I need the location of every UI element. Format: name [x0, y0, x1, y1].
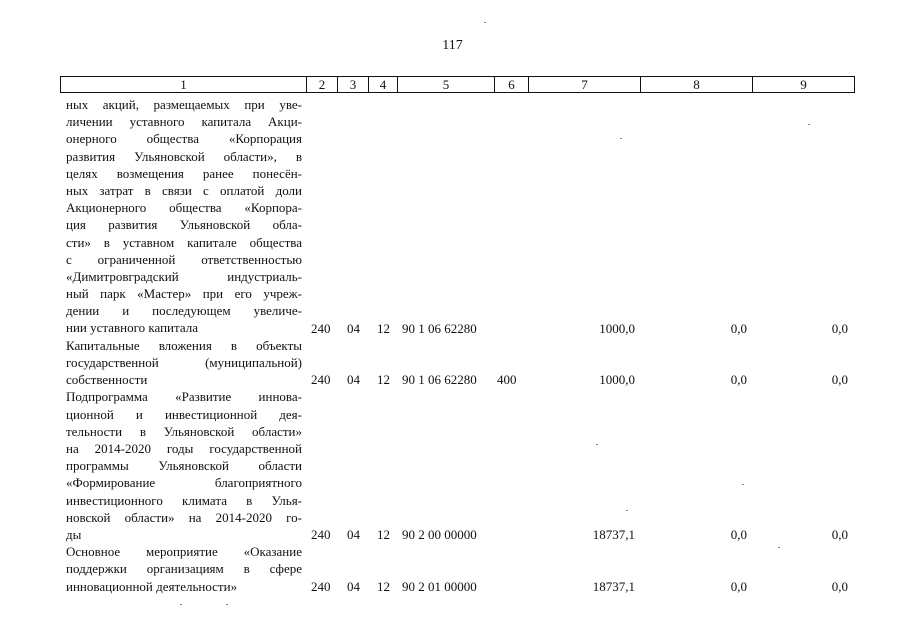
description-line: инновационной деятельности»: [66, 578, 238, 594]
cell-ministry: 240: [311, 578, 331, 594]
scan-speck: [180, 604, 182, 605]
cell-target-article: 90 1 06 62280: [402, 320, 477, 336]
cell-subsection: 12: [377, 527, 390, 542]
cell-amount-2018: 1000,0: [599, 320, 635, 336]
cell-amount-2020: 0,0: [831, 578, 848, 594]
description-line: дении и последующем увеличе-: [66, 303, 302, 319]
description-line: онерного общества «Корпорация: [66, 131, 302, 147]
cell-section: 04: [347, 578, 360, 594]
scan-speck: [226, 604, 228, 605]
description-line: ный парк «Мастер» при его учреж-: [66, 286, 302, 302]
description-line: ция развития Ульяновской обла-: [66, 217, 302, 233]
cell-amount-2019: 0,0: [730, 527, 747, 542]
cell-amount-2020: 0,0: [831, 320, 848, 336]
description-line: Акционерного общества «Корпора-: [66, 200, 302, 216]
description-line: ды: [66, 526, 82, 542]
scan-speck: [778, 547, 780, 548]
description-line: ционной и инвестиционной дея-: [66, 406, 302, 422]
cell-subsection: 12: [377, 320, 390, 336]
description-line: поддержки организациям в сфере: [66, 561, 302, 577]
column-header-6: 6: [494, 76, 529, 93]
description-line: тельности в Ульяновской области»: [66, 423, 302, 439]
description-line: «Димитровградский индустриаль-: [66, 268, 302, 284]
cell-amount-2018: 18737,1: [592, 578, 635, 594]
cell-target-article: 90 1 06 62280: [402, 372, 477, 388]
description-line: новской области» на 2014-2020 го-: [66, 509, 302, 525]
cell-ministry: 240: [311, 372, 331, 388]
description-line: личении уставного капитала Акци-: [66, 114, 302, 130]
cell-section: 04: [347, 320, 360, 336]
description-line: ных акций, размещаемых при уве-: [66, 97, 302, 112]
cell-ministry: 240: [311, 320, 331, 336]
description-line: Капитальные вложения в объекты: [66, 337, 302, 353]
description-line: собственности: [66, 372, 148, 388]
cell-section: 04: [347, 527, 360, 542]
description-line: Основное мероприятие «Оказание: [66, 544, 302, 560]
scan-speck: [742, 484, 744, 485]
cell-subsection: 12: [377, 578, 390, 594]
row-description: [66, 388, 302, 543]
cell-amount-2018: 1000,0: [599, 372, 635, 388]
cell-ministry: 240: [311, 527, 331, 542]
description-line: «Формирование благоприятного: [66, 475, 302, 491]
cell-amount-2018: 18737,1: [592, 527, 635, 542]
description-line: на 2014-2020 годы государственной: [66, 440, 302, 456]
scan-speck: [808, 124, 810, 125]
description-line: инвестиционного климата в Улья-: [66, 492, 302, 508]
cell-section: 04: [347, 372, 360, 388]
cell-amount-2020: 0,0: [831, 372, 848, 388]
page-number: 117: [442, 38, 463, 53]
scan-speck: [620, 138, 622, 139]
description-line: нии уставного капитала: [66, 320, 198, 336]
scan-speck: [626, 510, 628, 511]
row-description: [66, 96, 302, 337]
column-header-9: 9: [752, 76, 855, 93]
cell-amount-2020: 0,0: [831, 527, 848, 542]
cell-amount-2019: 0,0: [730, 578, 747, 594]
scan-speck: [596, 444, 598, 445]
column-header-7: 7: [528, 76, 641, 93]
column-header-4: 4: [368, 76, 398, 93]
description-line: развития Ульяновской области», в: [66, 148, 302, 164]
column-header-3: 3: [337, 76, 369, 93]
description-line: программы Ульяновской области: [66, 458, 302, 474]
column-header-2: 2: [306, 76, 338, 93]
cell-amount-2019: 0,0: [730, 372, 747, 388]
row-description: [66, 543, 302, 595]
description-line: государственной (муниципальной): [66, 354, 302, 370]
column-header-1: 1: [60, 76, 307, 93]
cell-target-article: 90 2 01 00000: [402, 578, 477, 594]
description-line: Подпрограмма «Развитие иннова-: [66, 389, 302, 405]
cell-subsection: 12: [377, 372, 390, 388]
description-line: целях возмещения ранее понесён-: [66, 165, 302, 181]
cell-amount-2019: 0,0: [730, 320, 747, 336]
description-line: с ограниченной ответственностью: [66, 251, 302, 267]
row-description: [66, 337, 302, 389]
description-line: ных затрат в связи с оплатой доли: [66, 182, 302, 198]
cell-expense-type: 400: [497, 372, 517, 388]
column-header-5: 5: [397, 76, 495, 93]
cell-target-article: 90 2 00 00000: [402, 527, 477, 542]
description-line: сти» в уставном капитале общества: [66, 234, 302, 250]
column-header-8: 8: [640, 76, 753, 93]
scan-speck: [484, 22, 486, 23]
